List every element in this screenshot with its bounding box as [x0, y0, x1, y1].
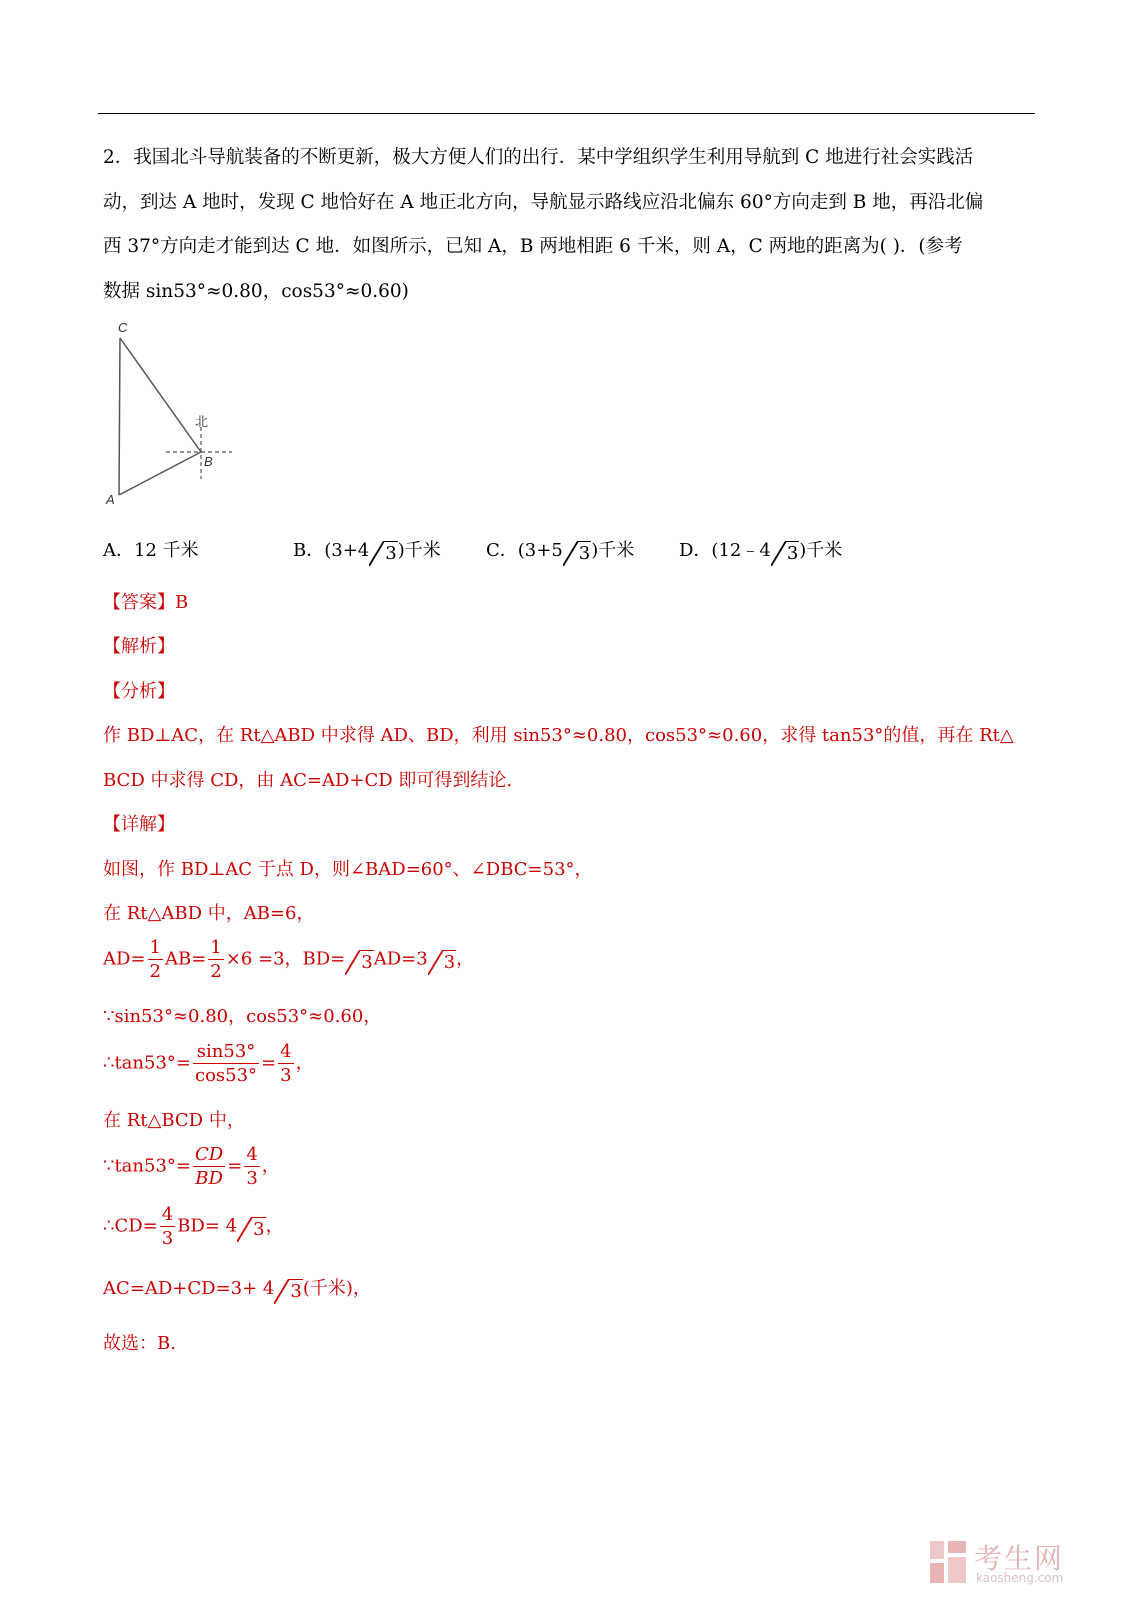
segment-cb	[120, 338, 201, 452]
option-b: B．(3+4 3)千米	[293, 540, 441, 564]
label-c: C	[118, 320, 128, 335]
geometry-figure	[100, 315, 240, 510]
option-a: A．12 千米	[103, 540, 199, 561]
label-north: 北	[195, 415, 209, 430]
label-a: A	[106, 492, 115, 507]
segment-ab	[119, 452, 201, 495]
step-5: ∴tan53°= $\frac{\sin 53^\circ}{\cos 53^\circ}$ = $\frac{4}{3}$ ，	[103, 1041, 314, 1086]
analysis-line-1: 作 BD⊥AC，在 Rt△ABD 中求得 AD、BD，利用 sin53°≈0.80，cos53°≈0.60，求得 tan53°的值，再在 Rt△	[103, 725, 1014, 746]
jiexi-heading: 【解析】	[103, 636, 175, 657]
question-line-2: 动，到达 A 地时，发现 C 地恰好在 A 地正北方向，导航显示路线应沿北偏东 60°方向走到 B 地，再沿北偏	[103, 192, 984, 213]
segment-ac	[119, 338, 120, 495]
step-6: 在 Rt△BCD 中，	[103, 1110, 245, 1131]
step-10: 故选：B.	[103, 1333, 176, 1354]
analysis-line-2: BCD 中求得 CD，由 AC=AD+CD 即可得到结论.	[103, 770, 513, 791]
step-7: ∵tan53°= $\frac{CD}{BD}$ = $\frac{4}{3}$ ，	[103, 1144, 280, 1189]
watermark-text: 考生网	[974, 1542, 1065, 1575]
step-4: ∵sin53°≈0.80，cos53°≈0.60，	[103, 1006, 382, 1027]
step-8: ∴CD= $\frac{4}{3}$ BD= 4 3，	[103, 1204, 284, 1249]
question-line-3: 西 37°方向走才能到达 C 地．如图所示，已知 A，B 两地相距 6 千米，则 A，C 两地的距离为( )．(参考	[103, 236, 963, 257]
step-9: AC=AD+CD=3+ 4 3(千米)，	[103, 1278, 371, 1302]
question-line-4: 数据 sin53°≈0.80，cos53°≈0.60)	[103, 281, 409, 302]
option-c: C．(3+5 3)千米	[486, 540, 635, 564]
option-d: D．(12﹣4 3)千米	[679, 540, 843, 564]
answer: 【答案】B	[103, 592, 189, 613]
question-line-1: 2．我国北斗导航装备的不断更新，极大方便人们的出行．某中学组织学生利用导航到 C 地进行社会实践活	[103, 147, 974, 168]
xiangjie-heading: 【详解】	[103, 814, 175, 835]
watermark-logo-icon	[928, 1539, 968, 1585]
fenxi-heading: 【分析】	[103, 681, 175, 702]
watermark	[928, 1537, 1088, 1589]
header-rule	[98, 113, 1035, 114]
watermark-subtext: kaosheng.com	[976, 1571, 1064, 1585]
label-b: B	[204, 454, 213, 469]
step-1: 如图，作 BD⊥AC 于点 D，则∠BAD=60°、∠DBC=53°，	[103, 859, 593, 880]
step-2: 在 Rt△ABD 中，AB=6，	[103, 903, 315, 924]
step-3: AD= $\frac{1}{2}$ AB= $\frac{1}{2}$ ×6 =3，BD= 3AD=3 3，	[103, 937, 475, 982]
